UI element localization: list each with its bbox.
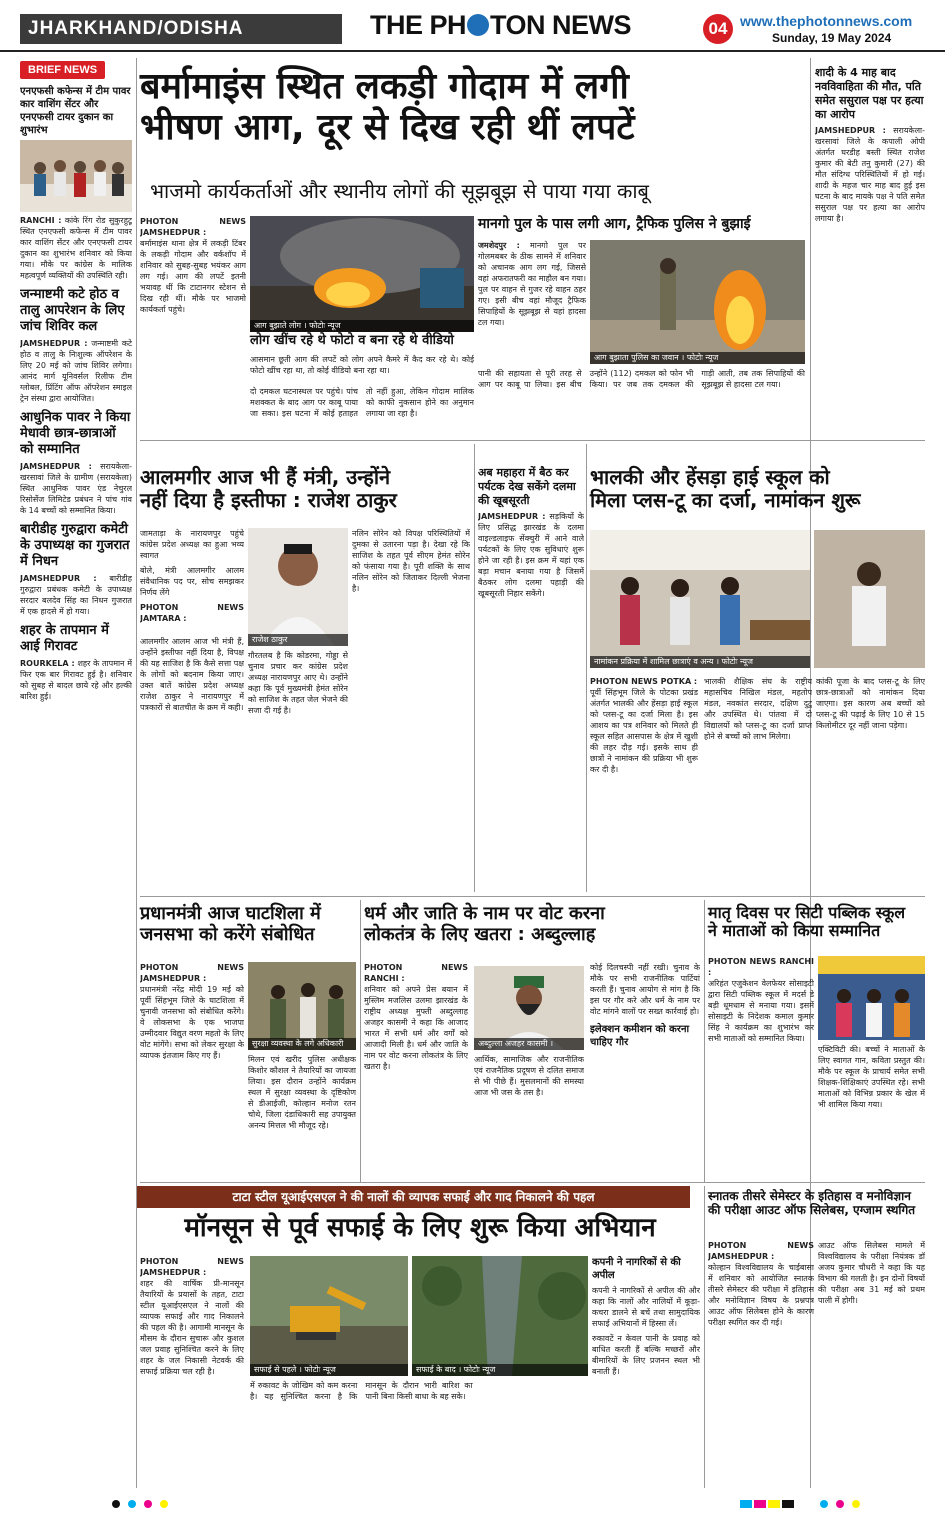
alamgir-body-3: नलिन सोरेन को विपक्ष परिस्थितियों में दुमका से उतारना पड़ा है। देखा रहे कि साजिश के तहत पूर्व सीएम हेमंत सोरेन को फंसाया गया है। पूरी शक्ति के साथ नलिन सोरेन को जिताकर दिल्ली भेजना है। [352,529,470,593]
brief-story-1-headline: एनएफसी कफेन्स में टीम पावर कार वाशिंग सेंटर और एनएफसी टायर दुकान का शुभारंभ [20,86,131,136]
right-story-1-body: सरायकेला-खरसावां जिले के कपाली ओपी अंतर्गत घरडीह बस्ती स्थित राजेश कुमार की बेटी तनु कुमारी (27) की मौत संदिग्ध परिस्थितियों में हो गई। शादी के महज चार माह बाद हुई इस घटना के बाद मायके पक्ष ने पति समेत ससुराल पक्ष पर हत्या का आरोप लगाया है। [815,126,925,223]
exam-body: कोल्हान विश्वविद्यालय के चाईबासा में शनिवार को आयोजित स्नातक तीसरे सेमेस्टर की परीक्षा में इतिहास और मनोविज्ञान विषय के प्रश्नपत्र आउट ऑफ सिलेबस होने के कारण परीक्षा स्थगित कर दी गई। [708,1263,814,1327]
dharm-byline: PHOTON NEWS RANCHI : [364,963,468,983]
dalma-headline: अब महाहरा में बैठ कर पर्यटक देख सकेंगे दलमा की खूबसूरती [478,466,576,507]
mothers-day-event-icon [818,956,925,1040]
alamgir-body: आलमगीर आलम आज भी मंत्री हैं, उन्होंने इस्तीफा नहीं दिया है, विपक्ष की यह साजिश है कि कैसे सत्ता पक्ष के लोगों को बदनाम किया जाए। उक्त बातें कांग्रेस प्रदेश अध्यक्ष राजेश ठाकुर ने नारायणपुर में पत्रकारों से बातचीत के क्रम में कही। [140,637,244,712]
alamgir-headline-line-2: नहीं दिया है इस्तीफा : राजेश ठाकुर [140,488,397,512]
lead-headline [140,66,805,149]
alamgir-bullet-1: जामताड़ा के नारायणपुर पहुंचे कांग्रेस प्रदेश अध्यक्ष का हुआ भव्य स्वागत [140,529,244,560]
bhalki-byline: PHOTON NEWS POTKA : [590,677,698,686]
registration-dot [160,1500,168,1508]
alamgir-headline [140,466,470,512]
bhalki-headline-line-1: भालकी और हेंसड़ा हाई स्कूल को [590,465,830,489]
mango-body-2: पानी की सहायता से पूरी तरह से आग पर काबू पा लिया। इस बीच उन्होंने (112) दमकल को फोन भी किया। पर जब तक दमकल की गाड़ी आती, तब तक सिपाहियों की सूझबूझ से हादसा टल गया। [478,369,805,389]
brief-story-3-headline: जन्माष्टमी कटे होठ व तालु आपरेशन के लिए जांच शिविर कल [20,287,125,334]
mango-body: मानगो पुल पर गोलमबबर के ठीक सामने में शनिवार को अचानक आग लग गई, जिससे वहां अफरातफरी का माहौल बन गया। पुल पर वाहन से गुजर रहे वाहन ठहर गए। इसी बीच वहां मौजूद ट्रैफिक सिपाहियों के सूझबूझ से यहां हादसा टल गया। [478,241,586,327]
brief-news-label: BRIEF NEWS [20,61,105,79]
column-divider [586,444,587,892]
bhalki-body-3: कांकी पूजा के बाद प्लस-टू के लिए छात्र-छात्राओं को नामांकन दिया जाएगा। इस कारण अब बच्चों को प्लस-टू की पढ़ाई के लिए 10 से 15 किलोमीटर दूर नहीं जाना पड़ेगा। [816,677,925,730]
monsoon-photo-after [412,1256,588,1376]
color-swatch [782,1500,794,1508]
security-officials-icon [248,962,356,1050]
pm-body-col [140,962,244,1180]
issue-date: Sunday, 19 May 2024 [772,31,892,45]
dharm-subhead: इलेक्शन कमीशन को करना चाहिए गौर [590,1024,690,1048]
exam-byline: PHOTON NEWS JAMSHEDPUR : [708,1241,814,1261]
mother-photo [818,956,925,1040]
brief-story-4-headline: आधुनिक पावर ने किया मेधावी छात्र-छात्राओं को सम्मानित [20,410,131,457]
pm-headline-line-2: जनसभा को करेंगे संबोधित [140,923,315,945]
lead-inset-headline: लोग खींच रहे थे फोटो व बना रहे थे वीडियो [250,333,454,348]
students-photo-icon [590,530,810,668]
bhalki-body-col [590,676,698,892]
monsoon-body-3: रुकावटें न केवल पानी के प्रवाह को बाधित करती हैं बल्कि मच्छरों और बीमारियों के लिए प्रजनन स्थल भी बनाती हैं। [592,1334,700,1376]
dharm-body-col [364,962,468,1180]
brief-3-body: जन्माष्टमी कटे होठ व तालु के निःशुल्क ऑपरेशन के लिए 20 मई को जांच शिविर लगेगा। आनंद मार्ग यूनिवर्सल रिलीफ टीम ग्लोबल, प्रिंटिंग ऑफ ऑपरेशन स्माइल ट्रेन संस्था द्वारा आयोजित। [20,339,132,403]
bhalki-body-2: भालकी शैक्षिक संघ के राष्ट्रीय महासचिव निखिल मंडल, महतोप मंडल, नवकांत सरदार, दक्षिण दुटु और उपस्थित थे। पांतवा में दो विद्यालयों को प्लस-टू का दर्जा प्राप्त होने से बच्चों को लाभ मिलेगा। [704,677,812,741]
dharm-body-2: आर्थिक, सामाजिक और राजनीतिक एवं राजनैतिक प्रदूषण से दलित समाज से भी पीछे हैं। मुसलमानों की समस्या आज भी जस के तस है। [474,1055,584,1097]
dharm-photo-caption: अब्दुल्ला अजहर कासमी । [474,1038,584,1050]
brief-1-place: RANCHI : [20,216,62,225]
clean-drain-icon [412,1256,588,1376]
pm-body-2: मिलन एवं खरीद पुलिस अधीक्षक किशोर कौशल ने तैयारियों का जायजा लिया। इस दौरान उन्होंने कार्यक्रम स्थल में सुरक्षा व्यवस्था के दृष्टिकोण से डीआईजी, कोल्हान मनोज रतन चोथे, जिला दंडाधिकारी सह उपायुक्त अनन्य मित्तल भी मौजूद रहे। [248,1055,356,1130]
alamgir-bullets [140,528,244,632]
pm-photo [248,962,356,1050]
brief-3-place: JAMSHEDPUR : [20,339,88,348]
monsoon-byline: PHOTON NEWS JAMSHEDPUR : [140,1257,244,1277]
alamgir-portrait [248,528,348,646]
mango-headline: मानगो पुल के पास लगी आग, ट्रैफिक पुलिस ने बुझाई [478,216,751,232]
right-story-1-headline: शादी के 4 माह बाद नवविवाहिता की मौत, पति समेत ससुराल पक्ष पर हत्या का आरोप [815,66,924,121]
monsoon-inset-headline: कपनी ने नागरिकों से की अपील [592,1257,681,1281]
exam-headline: स्नातक तीसरे सेमेस्टर के इतिहास व मनोविज्ञान की परीक्षा आउट ऑफ सिलेबस, एग्जाम स्थगित [708,1189,916,1217]
photon-globe-icon [467,14,489,36]
alamgir-body-2: गौरतलब है कि कोडरमा, गोड्डा से चुनाव प्रचार कर कांग्रेस प्रदेश अध्यक्ष नारायणपुर आए थे। उन्होंने कहा कि पूर्व मुख्यमंत्री हेमंत सोरेन को साजिश के तहत जेल भेजने की सजा दी गई है। [248,651,348,715]
mother-body-2: एक्टिविटी की। बच्चों ने माताओं के लिए स्वागत गान, कविता प्रस्तुत की। मौके पर स्कूल के प्राचार्य समेत सभी शिक्षक-शिक्षिकाएं उपस्थित रहे। सभी माताओं को विभिन्न प्रकार के खेल में भी शामिल किया गया। [818,1045,925,1109]
bhalki-photo [590,530,810,668]
bhalki-photo-caption: नामांकन प्रक्रिया में शामिल छात्राएं व अन्य । फोटोः न्यूज [590,656,810,668]
person-portrait-icon [248,528,348,646]
mango-place: जमशेदपुर : [478,241,520,250]
section-divider [140,1182,925,1183]
column-divider [360,900,361,1182]
brief-4-body: सरायकेला-खरसावां जिले के ग्रामीण (सरायकेला) स्थित आधुनिक पावर एंड नेचुरल रिसोर्सेज लिमिटेड प्रबंधन ने पांच गांव के 14 बच्चों को सम्मानित किया। [20,462,132,515]
brief-story-5-headline: बारीडीह गुरुद्वारा कमेटी के उपाध्यक्ष का गुजरात में निधन [20,522,130,569]
exam-body-2: आउट ऑफ सिलेबस मामले में विश्वविद्यालय के परीक्षा नियंत्रक डॉ अजय कुमार चौधरी ने कहा कि यह विभाग की गलती है। इन दोनों विषयों की परीक्षा अब 31 मई को प्रथम पाली में होगी। [818,1241,925,1305]
bhalki-headline-line-2: मिला प्लस-टू का दर्जा, नामांकन शुरू [590,488,861,512]
school-official-photo-icon [814,530,925,668]
pm-headline [140,904,358,945]
section-divider [140,896,925,897]
dalma-body: सड़कियों के लिए प्रसिद्ध झारखंड के दलमा वाइल्डलाइफ सेंक्चुरी में आने वाले पर्यटकों के लिए एक सुविधाएं शुरू होने जा रही है। इस क्रम में यहां एक बड़ा मचान बनाया गया है जिसमें बैठकर लोग दलमा पहाड़ी की खूबसूरती निहार सकेंगे। [478,512,584,598]
region-label: JHARKHAND/ODISHA [20,14,342,44]
mother-body: अरिहंत एजुकेशन वेलफेयर सोसाइटी द्वारा सिटी पब्लिक स्कूल में मदर्स डे बड़ी धूमधाम से मनाया गया। इसमें सोसाइटी के निदेशक कमाल कुमार सिंह ने कार्यक्रम का शुभारंभ कर सभी माताओं को सम्मानित किया। [708,979,814,1043]
dharm-headline [364,904,700,945]
dalma-story [478,466,584,892]
alamgir-byline: PHOTON NEWS JAMTARA : [140,603,244,623]
brief-6-body: शहर के तापमान में फिर एक बार गिरावट हुई है। शनिवार को सुबह से बादल छाये रहे और हल्की बारिश हुई। [20,659,132,701]
pm-body: प्रधानमंत्री नरेंद्र मोदी 19 मई को पूर्वी सिंहभूम जिले के घाटशिला में चुनावी जनसभा को संबोधित करेंगे। वे लोकसभा के एक भाजपा उम्मीदवार विद्युत वरण महतो के लिए वोट मांगेंगे। सभा को लेकर सुरक्षा के व्यापक इंतजाम किए गए हैं। [140,985,244,1060]
monsoon-banner: टाटा स्टील यूआईएसएल ने की नालों की व्यापक सफाई और गाद निकालने की पहल [137,1186,690,1208]
mother-headline [708,904,925,941]
lead-body-col-1 [140,216,246,434]
print-registration-marks [0,1496,945,1512]
bhalki-body: पूर्वी सिंहभूम जिले के पोटका प्रखंड अंतर्गत भालकी और हेंसड़ा हाई स्कूल को प्लस-टू का दर्जा मिला है। इस आशय का पत्र शनिवार को मिलते ही स्कूल सहित आसपास के क्षेत्र में खुशी की लहर दौड़ गई। इसके साथ ही छात्रों ने नामांकन की प्रक्रिया भी शुरू कर दी है। [590,688,698,774]
dharm-body: शनिवार को अपने प्रेस बयान में मुस्लिम मजलिस उलमा झारखंड के राष्ट्रीय अध्यक्ष मुफ्ती अब्दुल्लाह अजहर कासमी ने कहा कि आजाद भारत में सभी धर्म और वर्गों को आजादी मिली है। धर्म और जाति के नाम पर वोट करना लोकतंत्र के लिए खतरा है। [364,985,468,1071]
lead-headline-line-2: भीषण आग, दूर से दिख रही थीं लपटें [140,107,635,149]
newspaper-logo [370,10,631,41]
registration-dot [112,1500,120,1508]
group-photo-icon [20,140,132,212]
lead-headline-line-1: बर्मामाइंस स्थित लकड़ी गोदाम में लगी [140,66,629,107]
registration-dot [836,1500,844,1508]
color-swatch [754,1500,766,1508]
mother-byline: PHOTON NEWS RANCHI : [708,957,814,977]
monsoon-photo-1-caption: सफाई से पहले । फोटोः न्यूज [250,1364,408,1376]
monsoon-body-col [140,1256,244,1488]
column-divider [136,58,137,1488]
mango-photo-caption: आग बुझाता पुलिस का जवान । फोटोः न्यूज [590,352,805,364]
right-story-1 [815,66,925,436]
exam-body-col [708,1240,814,1488]
lead-body: बर्मामाइंस थाना क्षेत्र में लकड़ी टिंबर के लकड़ी गोदाम और वर्कशॉप में शनिवार को सुबह-सुबह भयंकर आग लग गई। आग की लपटें इतनी भयावह थीं कि टाटानगर स्टेशन से दिख रही थीं। मौके पर भाजमो कार्यकर्ता पहुंचे। [140,239,246,314]
brief-story-1-photo [20,140,132,212]
website-link[interactable]: www.thephotonnews.com [740,13,913,29]
registration-dot [820,1500,828,1508]
column-divider [704,1186,705,1488]
mother-body-col [708,956,814,1180]
mother-headline-line-1: मातृ दिवस पर सिटी पब्लिक स्कूल [708,903,906,922]
monsoon-body: शहर की वार्षिक प्री-मानसून तैयारियों के प्रयासों के तहत, टाटा स्टील यूआईएसएल ने नालों की व्यापक सफाई और गाद निकालने की पहल की है। आगामी मानसून के मौसम के दौरान सुचारू और कुशल जल प्रवाह सुनिश्चित करने के लिए शहर के जल निकासी नेटवर्क की सफाई प्रक्रिया चल रही है। [140,1279,244,1376]
brief-5-body: बारीडीह गुरुद्वारा प्रबंधक कमेटी के उपाध्यक्ष सरदार बलदेव सिंह का निधन गुजरात में एक हादसे में हो गया। [20,574,132,616]
registration-dot [144,1500,152,1508]
bhalki-headline [590,466,925,512]
alamgir-headline-line-1: आलमगीर आज भी हैं मंत्री, उन्होंने [140,465,391,489]
pm-photo-caption: सुरक्षा व्यवस्था के लगे अधिकारी [248,1038,356,1050]
lead-inset-body: आसमान छूती आग की लपटें को लोग अपने कैमरे में कैद कर रहे थे। कोई फोटो खींच रहा था, तो कोई वीडियो बना रहा था। [250,355,474,375]
pm-headline-line-1: प्रधानमंत्री आज घाटशिला में [140,903,321,924]
monsoon-photo-before [250,1256,408,1376]
monsoon-headline: मॉनसून से पूर्व सफाई के लिए शुरू किया अभियान [184,1213,656,1243]
alamgir-photo-caption: राजेश ठाकुर [248,634,348,646]
mango-body-col [478,240,586,364]
color-swatch [768,1500,780,1508]
monsoon-body-2: में रुकावट के जोखिम को कम करना है। यह सुनिश्चित करना है कि मानसून के दौरान भारी बारिश का पानी बिना किसी बाधा के बह सके। [250,1381,473,1401]
monsoon-inset [592,1256,700,1488]
fire-photo-icon [250,216,474,332]
dharm-body-3: कोई दिलचस्पी नहीं रखी। चुनाव के मौके पर सभी राजनीतिक पार्टियां करती हैं। चुनाव आयोग से मांग है कि इस पर गौर करे और धर्म के नाम पर वोट मांगने वालों पर सख्त कार्रवाई हो। [590,963,700,1016]
lead-photo-caption: आग बुझाते लोग । फोटोः न्यूज [250,320,474,332]
color-swatch [740,1500,752,1508]
dharm-portrait [474,966,584,1050]
lead-body-2: दो दमकल घटनास्थल पर पहुंचे। पांच मशक्कत के बाद आग पर काबू पाया जा सका। इस घटना में कोई हताहत तो नहीं हुआ, लेकिन गोदाम मालिक को काफी नुकसान होने का अनुमान लगाया जा रहा है। [250,387,474,418]
monsoon-photo-2-caption: सफाई के बाद । फोटोः न्यूज [412,1364,588,1376]
lead-byline: PHOTON NEWS JAMSHEDPUR : [140,217,246,237]
brief-6-place: ROURKELA : [20,659,75,668]
column-divider [474,444,475,892]
column-divider [704,900,705,1182]
mango-fire-photo [590,240,805,364]
registration-dot [852,1500,860,1508]
left-column [20,58,132,1488]
brief-5-place: JAMSHEDPUR : [20,574,97,583]
lead-fire-photo [250,216,474,332]
brief-story-6-headline: शहर के तापमान में आई गिरावट [20,623,109,654]
brief-1-body: कांके रिंग रोड सुकुरहुटू स्थित एनएफसी कफेन्स में टीम पावर कार वाशिंग सेंटर और एनएफसी टायर दुकान का शुभारंभ शनिवार को किया गया। मौके पर कांग्रेस के मालिक महत्वपूर्ण व्यक्तियों की उपस्थिति रही। [20,216,132,280]
registration-dot [128,1500,136,1508]
brief-4-place: JAMSHEDPUR : [20,462,92,471]
dharm-headline-line-1: धर्म और जाति के नाम पर वोट करना [364,903,605,924]
excavator-drain-icon [250,1256,408,1376]
bhalki-photo-2 [814,530,925,668]
lead-subheadline: भाजमो कार्यकर्ताओं और स्थानीय लोगों की सूझबूझ से पाया गया काबू [150,179,649,203]
dharm-col-3 [590,962,700,1180]
right-story-1-place: JAMSHEDPUR : [815,126,886,135]
monsoon-inset-body: कपनी ने नागरिकों से अपील की और कहा कि नालों और नालियों में कूड़ा-कचरा डालने से बचें तथा सामुदायिक सफाई अभियानों में हिस्सा लें। [592,1286,700,1328]
pm-byline: PHOTON NEWS JAMSHEDPUR : [140,963,244,983]
dharm-headline-line-2: लोकतंत्र के लिए खतरा : अब्दुल्लाह [364,923,596,945]
masthead [0,0,945,52]
section-divider [140,440,925,441]
alamgir-bullet-2: बोले, मंत्री आलमगीर आलम संवैधानिक पद पर, सोच समझकर निर्णय लेंगे [140,566,244,597]
mother-headline-line-2: ने माताओं को किया सम्मानित [708,921,881,941]
roadside-fire-icon [590,240,805,364]
logo-text-1: THE PH [370,10,467,40]
logo-text-2: TON NEWS [490,10,632,40]
page-number: 04 [703,14,733,44]
dalma-place: JAMSHEDPUR : [478,512,546,521]
